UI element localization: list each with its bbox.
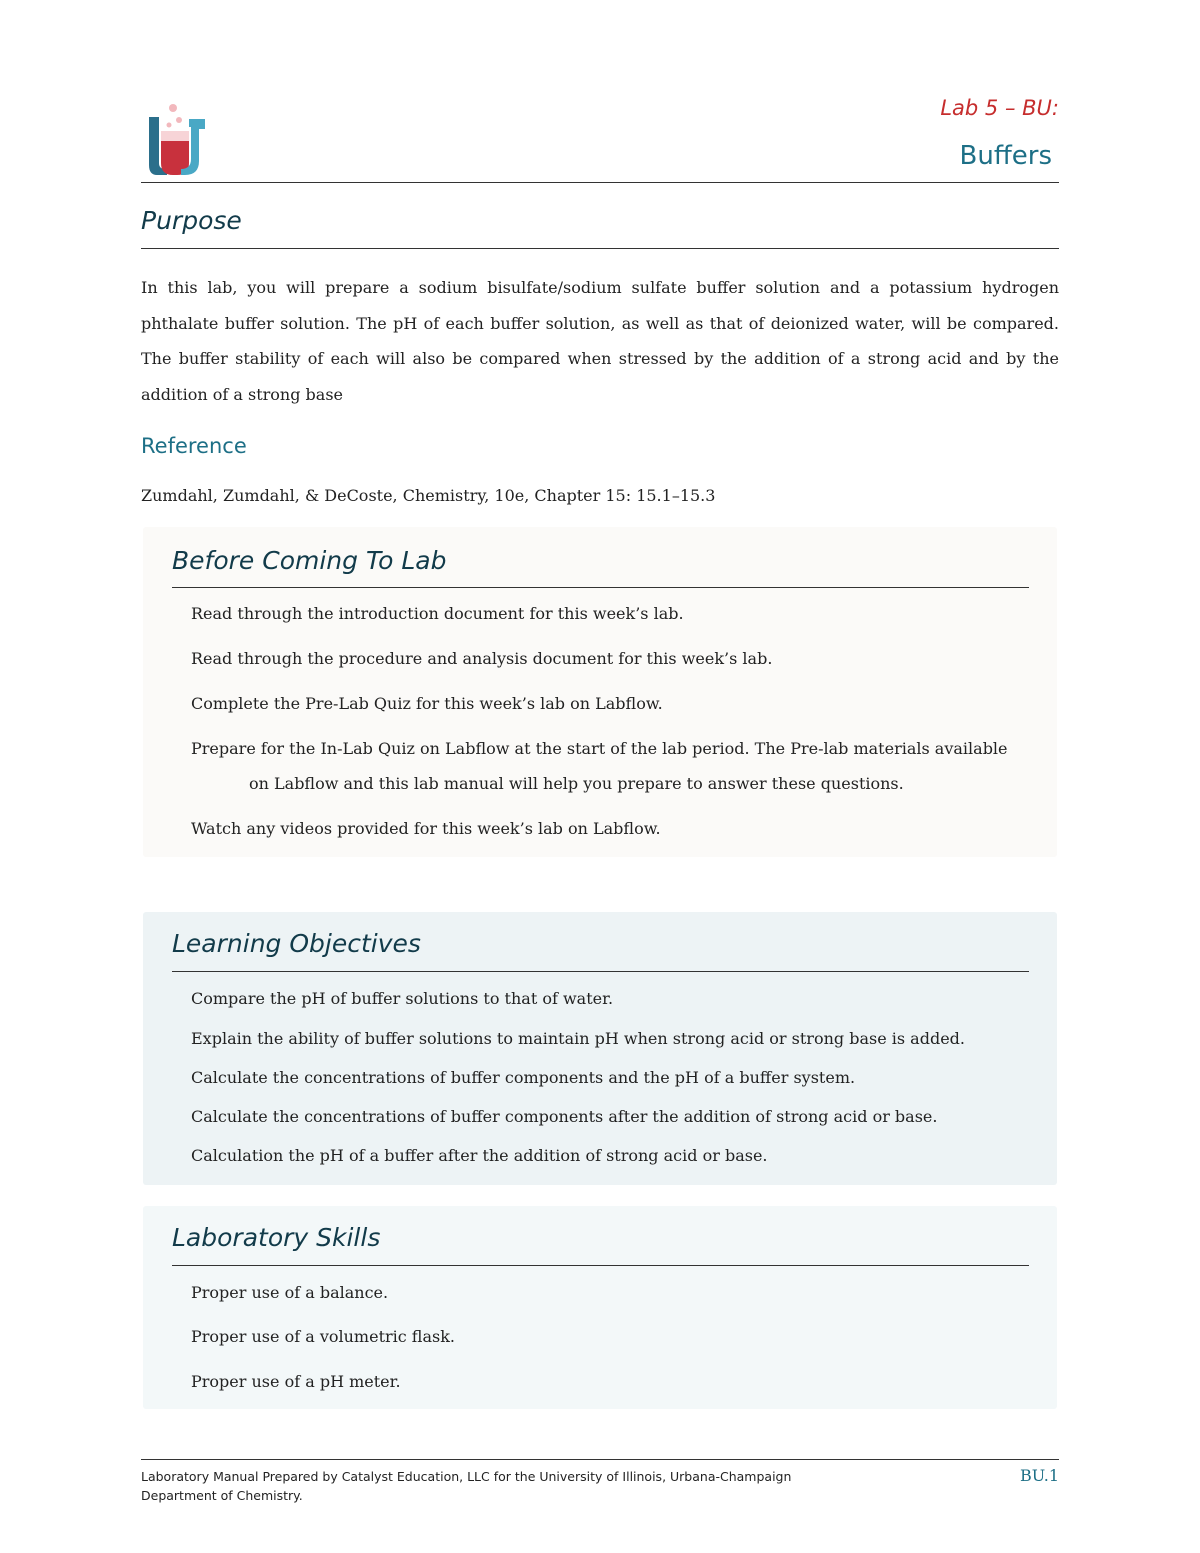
laboratory-skills-divider	[172, 1265, 1029, 1266]
lab-title: Buffers	[959, 141, 1052, 171]
before-lab-divider	[172, 587, 1029, 588]
purpose-heading: Purpose	[141, 206, 242, 235]
footer-divider	[141, 1459, 1059, 1460]
list-item: Proper use of a pH meter.	[191, 1372, 401, 1391]
before-lab-heading: Before Coming To Lab	[172, 546, 447, 575]
list-item: Explain the ability of buffer solutions to maintain pH when strong acid or strong base is added.	[191, 1029, 965, 1048]
list-item: Watch any videos provided for this week’s lab on Labflow.	[191, 819, 661, 838]
footer-credit-line: Laboratory Manual Prepared by Catalyst Education, LLC for the University of Illinois, Urbana-Champaign	[141, 1469, 792, 1484]
list-item	[191, 731, 1041, 801]
list-item: Calculate the concentrations of buffer components and the pH of a buffer system.	[191, 1068, 856, 1087]
page-number: BU.1	[1019, 1466, 1059, 1485]
laboratory-skills-heading: Laboratory Skills	[172, 1223, 381, 1252]
list-item: Proper use of a volumetric flask.	[191, 1327, 456, 1346]
list-item: Calculation the pH of a buffer after the addition of strong acid or base.	[191, 1146, 768, 1165]
purpose-divider	[141, 248, 1059, 249]
before-lab-box	[143, 527, 1057, 857]
laboratory-skills-box	[143, 1206, 1057, 1409]
flask-logo-icon	[147, 103, 209, 177]
list-item: Read through the introduction document for this week’s lab.	[191, 604, 684, 623]
footer-credit	[141, 1467, 901, 1505]
lab-number-label: Lab 5 – BU:	[940, 96, 1059, 120]
list-item-continuation: on Labflow and this lab manual will help you prepare to answer these questions.	[249, 774, 904, 793]
learning-objectives-box	[143, 912, 1057, 1185]
learning-objectives-divider	[172, 971, 1029, 972]
list-item: Proper use of a balance.	[191, 1283, 389, 1302]
reference-heading: Reference	[141, 434, 247, 458]
purpose-text: In this lab, you will prepare a sodium bisulfate/sodium sulfate buffer solution and a potassium hydrogen phthalate buffer solution. The pH of each buffer solution, as well as that of deionized water, will be compared. The buffer stability of each will also be compared when stressed by the addition of a strong acid and by the addition of a strong base	[141, 278, 1059, 404]
reference-text: Zumdahl, Zumdahl, & DeCoste, Chemistry, 10e, Chapter 15: 15.1–15.3	[141, 486, 716, 505]
list-item-line: Prepare for the In-Lab Quiz on Labflow at the start of the lab period. The Pre-lab materials available	[191, 739, 1008, 758]
header-divider	[141, 182, 1059, 183]
learning-objectives-heading: Learning Objectives	[172, 929, 421, 958]
list-item: Compare the pH of buffer solutions to that of water.	[191, 989, 614, 1008]
list-item: Read through the procedure and analysis document for this week’s lab.	[191, 649, 773, 668]
list-item: Calculate the concentrations of buffer components after the addition of strong acid or base.	[191, 1107, 938, 1126]
footer-credit-line: Department of Chemistry.	[141, 1488, 303, 1503]
list-item: Complete the Pre-Lab Quiz for this week’s lab on Labflow.	[191, 694, 663, 713]
